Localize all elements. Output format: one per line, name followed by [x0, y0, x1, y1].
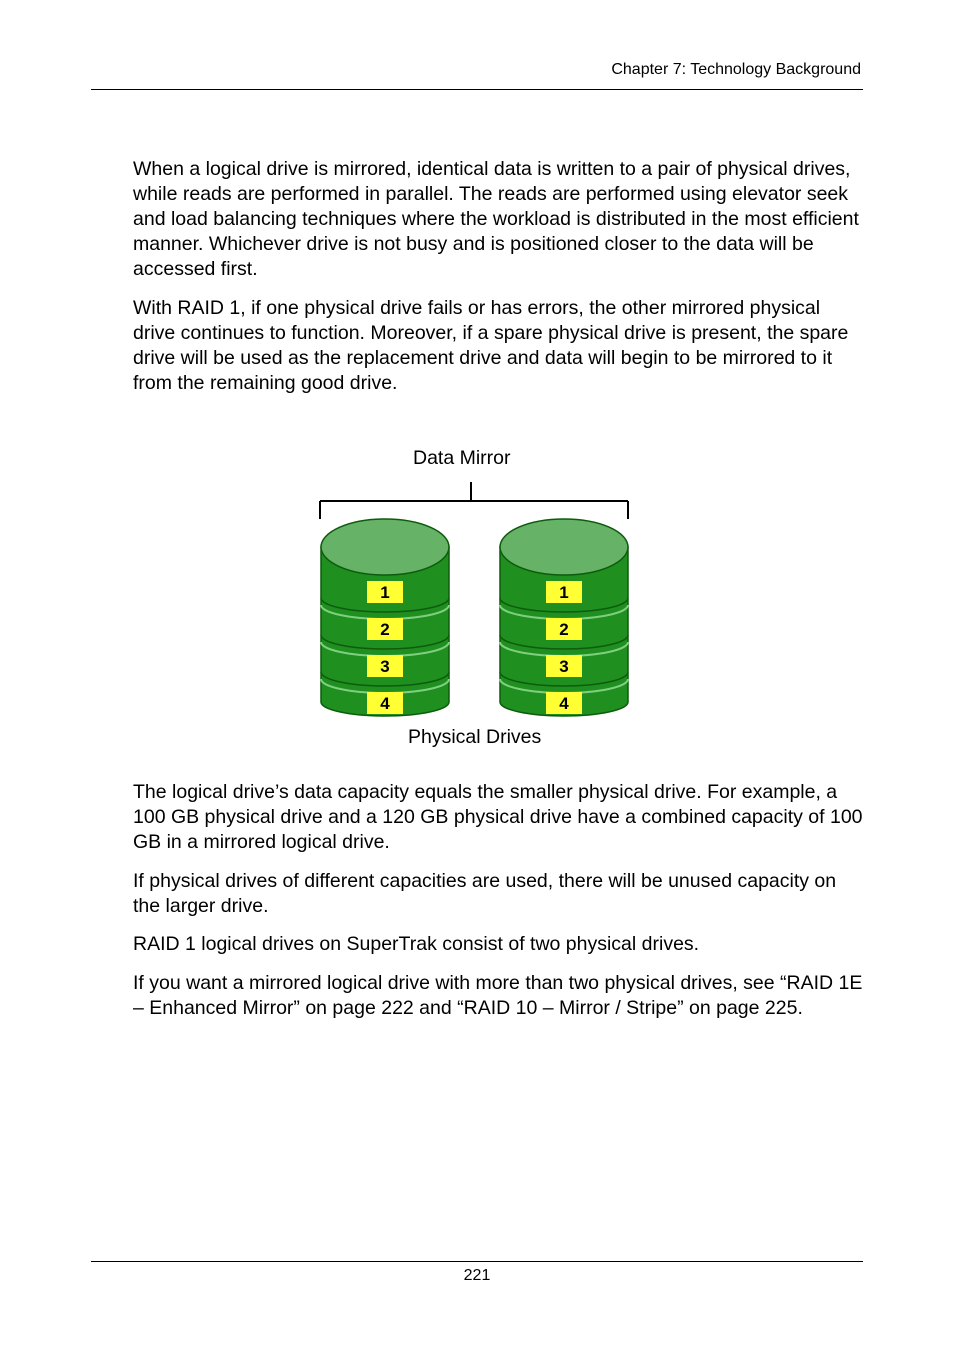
segment-label: 3	[380, 657, 390, 676]
segment-label: 4	[380, 694, 390, 713]
paragraph-see-also: If you want a mirrored logical drive with more than two physical drives, see “RAID 1E – Enhanced Mirror” on page 222 and “RAID 10 – Mirror / Stripe” on page 225.	[133, 972, 863, 1019]
figure-label-data-mirror: Data Mirror	[413, 447, 511, 469]
drive-top-cap	[500, 519, 628, 575]
figure-label-physical-drives: Physical Drives	[408, 726, 542, 748]
footer-rule	[91, 1261, 863, 1262]
segment-label: 1	[380, 583, 390, 602]
paragraph-raid1-failure: With RAID 1, if one physical drive fails or has errors, the other mirrored physical drive continues to function. Moreover, if a spare physical drive is present, the spare drive will be used as the replacement drive and data will begin to be mirrored to it from the remaining good drive.	[133, 297, 849, 394]
segment-label: 1	[559, 583, 569, 602]
segment-label: 2	[559, 620, 569, 639]
paragraph-capacity: The logical drive’s data capacity equals the smaller physical drive. For example, a 100 GB physical drive and a 120 GB physical drive have a combined capacity of 100 GB in a mirrored logical drive.	[133, 781, 863, 853]
physical-drive-2	[500, 519, 628, 716]
drive-top-cap	[321, 519, 449, 575]
paragraph-unused-capacity: If physical drives of different capacities are used, there will be unused capacity on the larger drive.	[133, 870, 837, 917]
raid1-diagram	[300, 475, 650, 725]
segment-label: 2	[380, 620, 390, 639]
mirror-bracket	[320, 482, 628, 519]
running-header: Chapter 7: Technology Background	[611, 61, 861, 78]
header-rule	[91, 89, 863, 90]
segment-label: 4	[559, 694, 569, 713]
physical-drive-1	[321, 519, 449, 716]
paragraph-mirroring: When a logical drive is mirrored, identical data is written to a pair of physical drives, while reads are performed in parallel. The reads are performed using elevator seek and load balancing techniques where the workload is distributed in the most efficient manner. Whichever drive is not busy and is positioned closer to the data will be accessed first.	[133, 158, 859, 280]
segment-label: 3	[559, 657, 569, 676]
page-number: 221	[463, 1267, 491, 1284]
paragraph-supertrak: RAID 1 logical drives on SuperTrak consist of two physical drives.	[133, 933, 700, 955]
